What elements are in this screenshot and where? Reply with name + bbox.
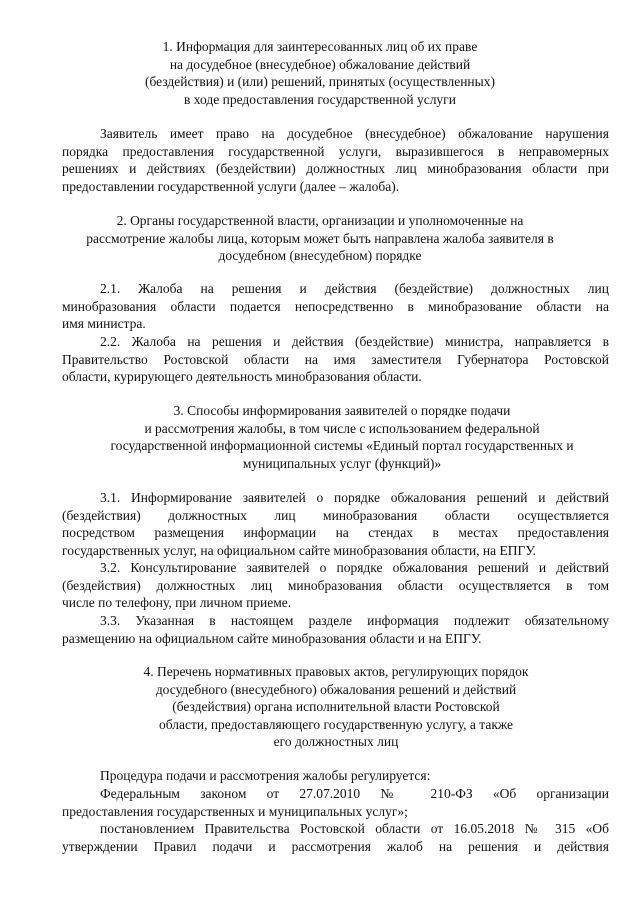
heading-line: и рассмотрения жалобы, в том числе с использованием федеральной xyxy=(144,420,540,436)
paragraph-line: минобразования области подается непосредственно в минобразование области на xyxy=(62,298,609,314)
paragraph-line: предоставления государственных и муниципальных услуг»; xyxy=(62,803,408,819)
heading-line: на досудебное (внесудебное) обжалование действий xyxy=(169,56,471,72)
paragraph-line: государственных услуг, на официальном сайте минобразования области, на ЕПГУ. xyxy=(62,542,537,558)
paragraph-line: 3.2. Консультирование заявителей о порядке обжалования решений и действий xyxy=(100,560,609,575)
paragraph-line: предоставлении государственной услуги (далее – жалоба). xyxy=(62,178,400,194)
paragraph-line: (бездействия) должностных лиц минобразования области осуществляется xyxy=(62,507,609,523)
paragraph-line: решениях и действиях (бездействии) должностных лиц минобразования области при xyxy=(62,161,609,176)
heading-line: 2. Органы государственной власти, организации и уполномоченные на xyxy=(116,213,524,228)
heading-line: в ходе предоставления государственной услуги xyxy=(184,91,456,107)
paragraph-line: 2.1. Жалоба на решения и действия (бездействие) должностных лиц xyxy=(100,281,609,296)
paragraph-government-resolution xyxy=(62,820,609,855)
heading-line: государственной информационной системы «Единый портал государственных и xyxy=(110,438,574,453)
section-2-heading xyxy=(60,212,580,265)
paragraph-federal-law xyxy=(62,785,609,820)
paragraph-3-2 xyxy=(62,559,609,612)
paragraph-3-1 xyxy=(62,489,609,559)
paragraph-line: утверждении Правил подачи и рассмотрения жалоб на решения и действия xyxy=(62,838,609,854)
paragraph-right-to-appeal xyxy=(62,125,609,195)
section-1-heading xyxy=(60,38,580,108)
heading-line: (бездействия) и (или) решений, принятых (осуществленных) xyxy=(145,74,495,89)
paragraph-line: Правительство Ростовской области на имя заместителя Губернатора Ростовской xyxy=(62,351,609,367)
paragraph-line: постановлением Правительства Ростовской области от 16.05.2018 № 315 «Об xyxy=(100,821,609,836)
paragraph-line: 2.2. Жалоба на решения и действия (бездействие) министра, направляется в xyxy=(100,334,609,349)
heading-line: области, предоставляющего государственную услугу, а также xyxy=(158,716,514,732)
paragraph-line: Федеральным законом от 27.07.2010 № 210-ФЗ «Об организации xyxy=(100,786,609,801)
paragraph-line: (бездействия) должностных лиц минобразования области осуществляется в том xyxy=(62,577,609,593)
heading-line: досудебном (внесудебном) порядке xyxy=(218,248,422,263)
heading-line: муниципальных услуг (функций)» xyxy=(242,455,442,471)
paragraph-2-2 xyxy=(62,333,609,386)
heading-line: рассмотрение жалобы лица, которым может быть направлена жалоба заявителя в xyxy=(86,230,554,246)
paragraph-3-3 xyxy=(62,612,609,647)
paragraph-line: области, курирующего деятельность минобразования области. xyxy=(62,369,422,384)
heading-line: 3. Способы информирования заявителей о порядке подачи xyxy=(173,403,511,418)
paragraph-2-1 xyxy=(62,280,609,333)
section-3-heading xyxy=(82,402,602,472)
paragraph-line: 3.3. Указанная в настоящем разделе информация подлежит обязательному xyxy=(100,613,609,628)
heading-line: (бездействия) органа исполнительной власти Ростовской xyxy=(172,699,500,714)
paragraph-line: Процедура подачи и рассмотрения жалобы регулируется: xyxy=(100,768,431,783)
paragraph-procedure-intro xyxy=(62,767,609,785)
paragraph-line: имя министра. xyxy=(62,316,146,331)
paragraph-line: Заявитель имеет право на досудебное (внесудебное) обжалование нарушения xyxy=(100,126,609,141)
heading-line: 1. Информация для заинтересованных лиц об их праве xyxy=(162,39,478,54)
paragraph-line: размещению на официальном сайте минобразования области и на ЕПГУ. xyxy=(62,630,482,646)
paragraph-line: посредством размещения информации на стендах в местах предоставления xyxy=(62,525,609,540)
heading-line: 4. Перечень нормативных правовых актов, регулирующих порядок xyxy=(143,664,529,679)
heading-line: досудебного (внесудебного) обжалования решений и действий xyxy=(155,681,517,697)
paragraph-line: 3.1. Информирование заявителей о порядке обжалования решений и действий xyxy=(100,490,609,505)
heading-line: его должностных лиц xyxy=(273,734,399,749)
section-4-heading xyxy=(76,663,596,751)
paragraph-line: порядка предоставления государственной услуги, выразившегося в неправомерных xyxy=(62,143,609,159)
paragraph-line: числе по телефону, при личном приеме. xyxy=(62,595,292,610)
